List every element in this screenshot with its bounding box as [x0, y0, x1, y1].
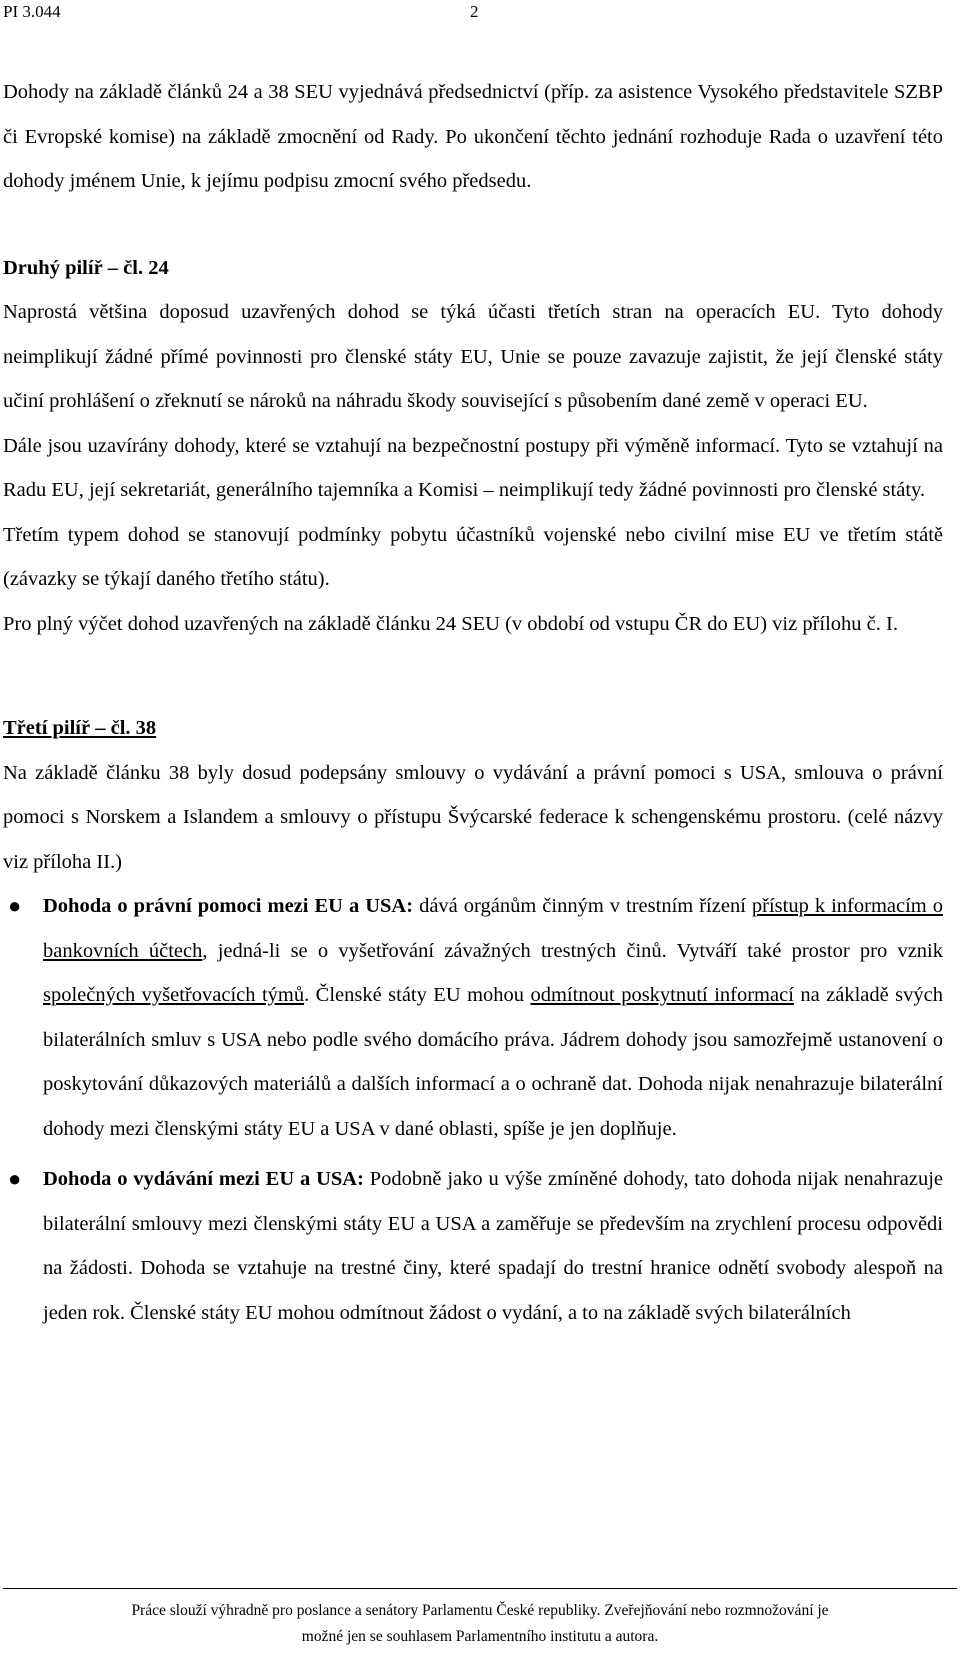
bullet-text: , jedná-li se o vyšetřování závažných trestných činů. Vytváří také prostor pro vznik — [202, 939, 943, 962]
bullet-text: . Členské státy EU mohou — [304, 984, 531, 1006]
bullet-text: dává orgánům činným v trestním řízení — [413, 895, 752, 917]
bullet-icon: ● — [8, 893, 22, 918]
document-id: PI 3.044 — [3, 2, 61, 21]
underlined-phrase: odmítnout poskytnutí informací — [530, 984, 794, 1006]
second-pillar-paragraph-4: Pro plný výčet dohod uzavřených na základě článku 24 SEU (v období od vstupu ČR do EU) viz přílohu č. I. — [3, 612, 898, 635]
third-pillar-paragraph: Na základě článku 38 byly dosud podepsány smlouvy o vydávání a právní pomoci s USA, smlouva o právní pomoci s Norskem a Islandem a smlouvy o přístupu Švýcarské federace k schengenskému prostoru. (celé názvy viz příloha II.) — [3, 761, 943, 873]
second-pillar-paragraph-2: Dále jsou uzavírány dohody, které se vztahují na bezpečnostní postupy při výměně informací. Tyto se vztahují na Radu EU, její sekretariát, generálního tajemníka a Komisi – neimplikují tedy žádné povinnosti pro členské státy. — [3, 434, 943, 501]
page-number: 2 — [470, 2, 479, 21]
document-body — [3, 70, 943, 1341]
second-pillar-paragraph-1: Naprostá většina doposud uzavřených dohod se týká účasti třetích stran na operacích EU. Tyto dohody neimplikují žádné přímé povinnosti pro členské státy EU, Unie se pouze zavazuje zajistit, že její členské státy učiní prohlášení o zřeknutí se nároků na náhradu škody související s působením dané země v operaci EU. — [3, 301, 943, 412]
footer-divider — [3, 1588, 957, 1589]
footer-line-1: Práce slouží výhradně pro poslance a senátory Parlamentu České republiky. Zveřejňování nebo rozmnožování je — [131, 1602, 829, 1619]
list-item — [3, 884, 943, 1151]
bullet-icon: ● — [8, 1166, 22, 1191]
list-item — [3, 1157, 943, 1335]
second-pillar-paragraph-3: Třetím typem dohod se stanovují podmínky pobytu účastníků vojenské nebo civilní mise EU ve třetím státě (závazky se týkají daného třetího státu). — [3, 523, 943, 590]
footer-line-2: možné jen se souhlasem Parlamentního institutu a autora. — [301, 1628, 659, 1645]
bullet-title: Dohoda o právní pomoci mezi EU a USA: — [43, 895, 414, 917]
bullet-text: na základě svých bilaterálních smluv s USA nebo podle svého domácího práva. Jádrem dohody jsou samozřejmě ustanovení o poskytování důkazových materiálů a dalších informací a o ochraně dat. Dohoda nijak nenahrazuje bilaterální dohody mezi členskými státy EU a USA v dané oblasti, spíše je jen doplňuje. — [43, 984, 943, 1140]
third-pillar-heading: Třetí pilíř – čl. 38 — [3, 717, 157, 739]
underlined-phrase: společných vyšetřovacích týmů — [43, 984, 305, 1006]
intro-paragraph: Dohody na základě článků 24 a 38 SEU vyjednává předsednictví (příp. za asistence Vysokého představitele SZBP či Evropské komise) na základě zmocnění od Rady. Po ukončení těchto jednání rozhoduje Rada o uzavření této dohody jménem Unie, k jejímu podpisu zmocní svého předsedu. — [3, 81, 943, 192]
bullet-title: Dohoda o vydávání mezi EU a USA: — [43, 1168, 364, 1190]
second-pillar-heading: Druhý pilíř – čl. 24 — [3, 256, 169, 279]
footer-notice — [0, 1598, 960, 1650]
agreement-list — [3, 884, 943, 1335]
underlined-phrase: přístup k informacím o bankovních účtech — [43, 895, 943, 962]
bullet-text: Podobně jako u výše zmíněné dohody, tato dohoda nijak nenahrazuje bilaterální smlouvy mezi členskými státy EU a USA a zaměřuje se především na zrychlení procesu odpovědi na žádosti. Dohoda se vztahuje na trestné činy, které spadají do trestní hranice odnětí svobody alespoň na jeden rok. Členské státy EU mohou odmítnout žádost o vydání, a to na základě svých bilaterálních — [43, 1168, 943, 1324]
